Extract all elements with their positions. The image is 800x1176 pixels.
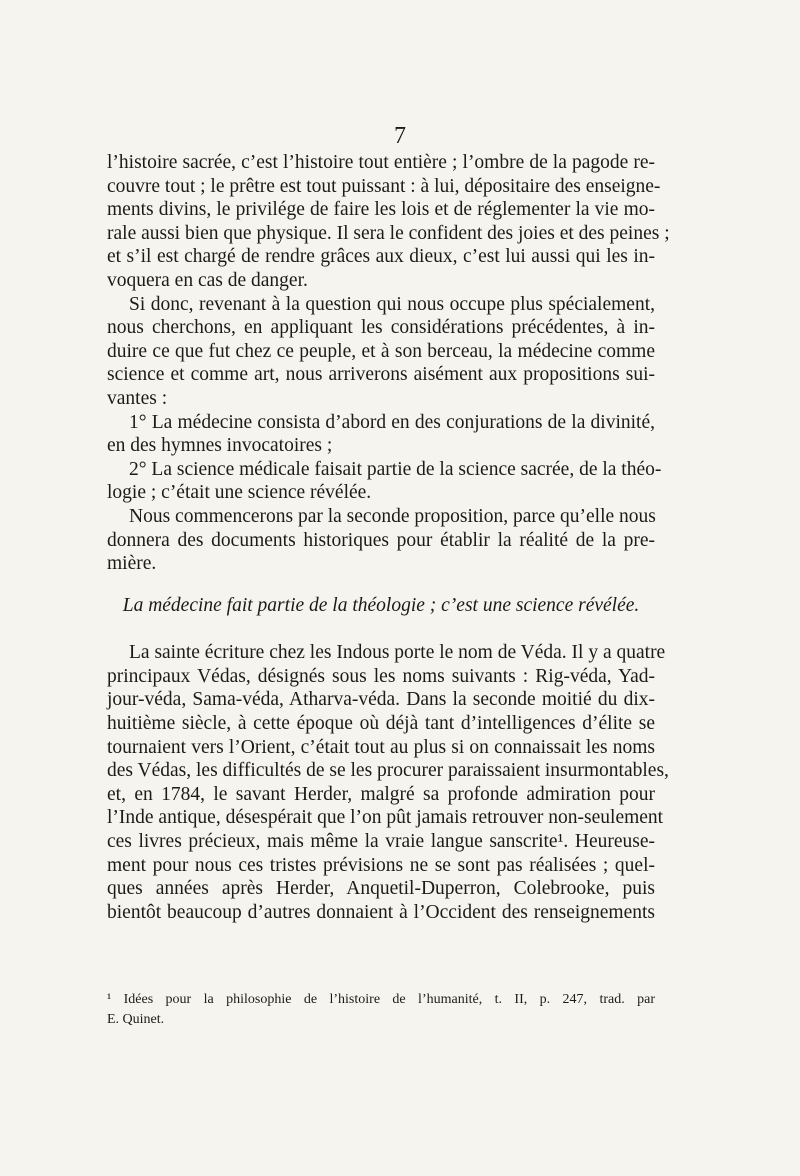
- text-line: La sainte écriture chez les Indous porte le nom de Véda. Il y a quatre: [129, 642, 666, 664]
- text-line: ces livres précieux, mais même la vraie langue sanscrite¹. Heureuse-: [107, 831, 655, 853]
- text-line: Si donc, revenant à la question qui nous occupe plus spécialement,: [129, 293, 655, 315]
- text-line: Nous commencerons par la seconde proposition, parce qu’elle nous: [129, 505, 656, 527]
- text-line: science et comme art, nous arriverons aisément aux propositions sui-: [107, 364, 655, 386]
- paragraph: [107, 505, 655, 576]
- text-line: l’Inde antique, désespérait que l’on pût jamais retrouver non-seulement: [107, 807, 664, 829]
- text-line: mière.: [107, 553, 157, 575]
- text-line: des Védas, les difficultés de se les procurer paraissaient insurmontables,: [107, 760, 669, 782]
- text-line: bientôt beaucoup d’autres donnaient à l’Occident des renseignements: [107, 901, 655, 923]
- text-line: nous cherchons, en appliquant les considérations précédentes, à in-: [107, 317, 655, 339]
- text-line: et, en 1784, le savant Herder, malgré sa profonde admiration pour: [107, 783, 655, 805]
- paragraph: [107, 641, 669, 924]
- text-line: l’histoire sacrée, c’est l’histoire tout entière ; l’ombre de la pagode re-: [107, 152, 655, 173]
- page-number: 7: [394, 123, 406, 149]
- text-line: couvre tout ; le prêtre est tout puissant : à lui, dépositaire des enseigne-: [107, 175, 661, 197]
- text-line: rale aussi bien que physique. Il sera le confident des joies et des peines ;: [107, 222, 670, 244]
- paragraph: [107, 458, 662, 505]
- text-line: donnera des documents historiques pour établir la réalité de la pre-: [107, 529, 655, 551]
- text-line: 2° La science médicale faisait partie de la science sacrée, de la théo-: [129, 458, 662, 480]
- text-line: ques années après Herder, Anquetil-Duperron, Colebrooke, puis: [107, 878, 655, 900]
- section-heading: La médecine fait partie de la théologie ; c’est une science révélée.: [122, 594, 640, 616]
- text-line: 1° La médecine consista d’abord en des conjurations de la divinité,: [129, 411, 655, 433]
- text-line: duire ce que fut chez ce peuple, et à son berceau, la médecine comme: [107, 340, 655, 362]
- text-line: ment pour nous ces tristes prévisions ne se sont pas réalisées ; quel-: [107, 854, 655, 876]
- text-line: en des hymnes invocatoires ;: [107, 435, 333, 457]
- paragraph: [107, 151, 670, 293]
- body-text: [107, 151, 670, 924]
- text-line: principaux Védas, désignés sous les noms suivants : Rig-véda, Yad-: [107, 665, 655, 687]
- text-line: logie ; c’était une science révélée.: [107, 482, 372, 504]
- text-line: voquera en cas de danger.: [107, 269, 308, 291]
- text-line: et s’il est chargé de rendre grâces aux dieux, c’est lui aussi qui les in-: [107, 246, 655, 268]
- paragraph: [107, 411, 655, 458]
- text-line: jour-véda, Sama-véda, Atharva-véda. Dans la seconde moitié du dix-: [107, 689, 655, 711]
- footnote-line: ¹ Idées pour la philosophie de l’histoire de l’humanité, t. II, p. 247, trad. par: [107, 992, 655, 1007]
- footnote-line: E. Quinet.: [107, 1012, 165, 1027]
- footnote: [107, 990, 655, 1030]
- text-line: tournaient vers l’Orient, c’était tout au plus si on connaissait les noms: [107, 736, 655, 758]
- text-line: ments divins, le privilége de faire les lois et de réglementer la vie mo-: [107, 199, 655, 221]
- paragraph: [107, 293, 655, 411]
- text-line: vantes :: [107, 387, 168, 409]
- text-line: huitième siècle, à cette époque où déjà tant d’intelligences d’élite se: [107, 713, 655, 735]
